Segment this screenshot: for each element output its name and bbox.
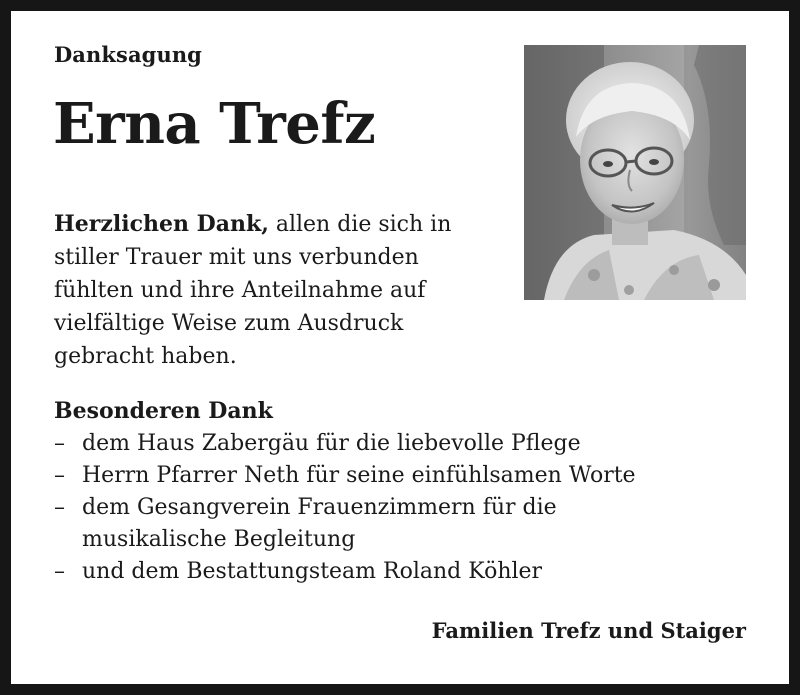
thanks-line-2: stiller Trauer mit uns verbunden: [54, 245, 419, 270]
list-item-text: dem Haus Zabergäu für die liebevolle Pflege: [82, 431, 581, 456]
thanks-line-1-rest: allen die sich in: [268, 212, 452, 237]
ad-heading: Danksagung: [54, 42, 202, 67]
family-signature: Familien Trefz und Staiger: [431, 618, 746, 643]
thanks-lead: Herzlichen Dank,: [54, 211, 269, 237]
thanks-line-1: [54, 208, 504, 241]
portrait-photo: [524, 45, 746, 300]
dash-bullet: –: [54, 559, 65, 584]
portrait-illustration: [524, 45, 746, 300]
dash-bullet: –: [54, 495, 65, 520]
list-item-text: musikalische Begleitung: [82, 527, 356, 552]
dash-bullet: –: [54, 431, 65, 456]
list-item-text: und dem Bestattungsteam Roland Köhler: [82, 559, 543, 584]
deceased-name: Erna Trefz: [53, 91, 376, 157]
dash-bullet: –: [54, 463, 65, 488]
thanks-line-5: gebracht haben.: [54, 344, 237, 369]
special-thanks-title: Besonderen Dank: [54, 398, 273, 424]
thanks-paragraph: [54, 208, 504, 373]
thanks-line-4: vielfältige Weise zum Ausdruck: [54, 311, 404, 336]
list-item-text: Herrn Pfarrer Neth für seine einfühlsamen Worte: [82, 463, 636, 488]
thanks-line-3: fühlten und ihre Anteilnahme auf: [54, 278, 426, 303]
list-item-text: dem Gesangverein Frauenzimmern für die: [82, 495, 557, 520]
